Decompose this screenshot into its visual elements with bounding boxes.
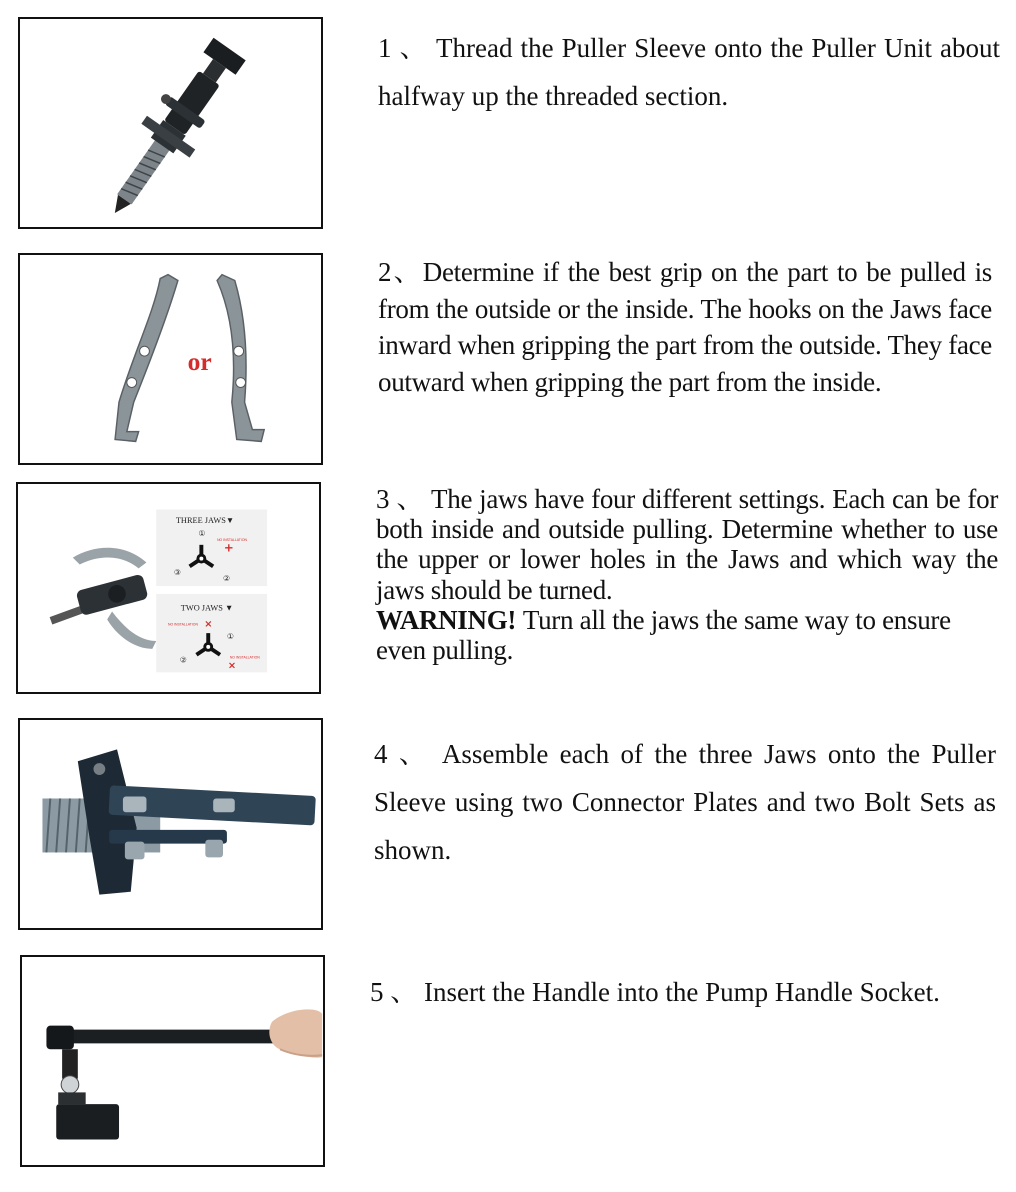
step-2-separator: 、 [391,257,423,287]
jaw-settings-illustration [18,484,319,692]
two-jaws-x-icon-left: × [204,619,213,631]
step-2-number: 2 [378,257,392,287]
puller-unit-illustration [20,19,321,227]
step-5-body: Insert the Handle into the Pump Handle Socket. [424,977,940,1007]
jaw-inward [115,275,178,442]
step-1-text [378,24,1000,120]
warning-text: Turn all the jaws the same way to ensure even pulling. [376,604,951,666]
step-3-text [376,484,998,665]
step-1-separator: 、 [399,33,428,63]
step-1-image [18,17,323,229]
step-4-text [374,730,996,874]
or-label: or [187,346,212,376]
step-4-image [18,718,323,930]
warning-label: WARNING! [376,604,517,635]
two-jaws-mark-1: ① [226,632,234,642]
step-2-text [378,254,992,400]
jaw-assembly-illustration [20,720,321,928]
step-5-separator: 、 [390,977,418,1007]
step-5-image [20,955,325,1167]
step-4-separator: 、 [398,739,431,769]
step-3-body: The jaws have four different settings. Each can be for both inside and outside pulling. Determine whether to use the upper or lower holes in the Jaws and which way the jaws should be turned. [376,484,999,605]
two-jaws-no-installation-right: NO INSTALLATION [229,655,260,660]
three-jaws-mark-3: ③ [173,568,181,578]
two-jaws-mark-2: ② [179,655,187,665]
three-jaws-no-installation: NO INSTALLATION [217,537,247,542]
handle-insert-illustration [22,957,323,1165]
step-4-number: 4 [374,739,388,769]
step-2-image [18,253,323,465]
three-jaws-mark-1: ① [198,529,206,538]
step-3-image [16,482,321,694]
puller-assembly-photo [50,548,157,649]
step-3-separator: 、 [396,484,424,514]
step-1-body: Thread the Puller Sleeve onto the Puller Unit about halfway up the threaded section. [378,33,1001,111]
two-jaws-title: TWO JAWS ▼ [180,603,234,613]
step-2-body: Determine if the best grip on the part to be pulled is from the outside or the inside. The hooks on the Jaws face inward when gripping the part from the outside. They face outward when gripping the part from the inside. [378,257,992,397]
jaw-orientation-illustration [20,255,321,463]
step-4-body: Assemble each of the three Jaws onto the Puller Sleeve using two Connector Plates and two Bolt Sets as shown. [374,739,997,865]
two-jaws-no-installation-left: NO INSTALLATION [168,622,198,627]
step-3-number: 3 [376,484,390,514]
two-jaws-x-icon-right: × [227,660,237,672]
step-1-number: 1 [378,33,392,63]
step-5-text [370,968,992,1016]
three-jaws-mark-2: ② [222,574,230,584]
jaw-outward [217,275,264,442]
three-jaws-title: THREE JAWS▼ [175,516,235,526]
step-5-number: 5 [370,977,384,1007]
three-jaws-plus-icon: + [223,540,234,555]
